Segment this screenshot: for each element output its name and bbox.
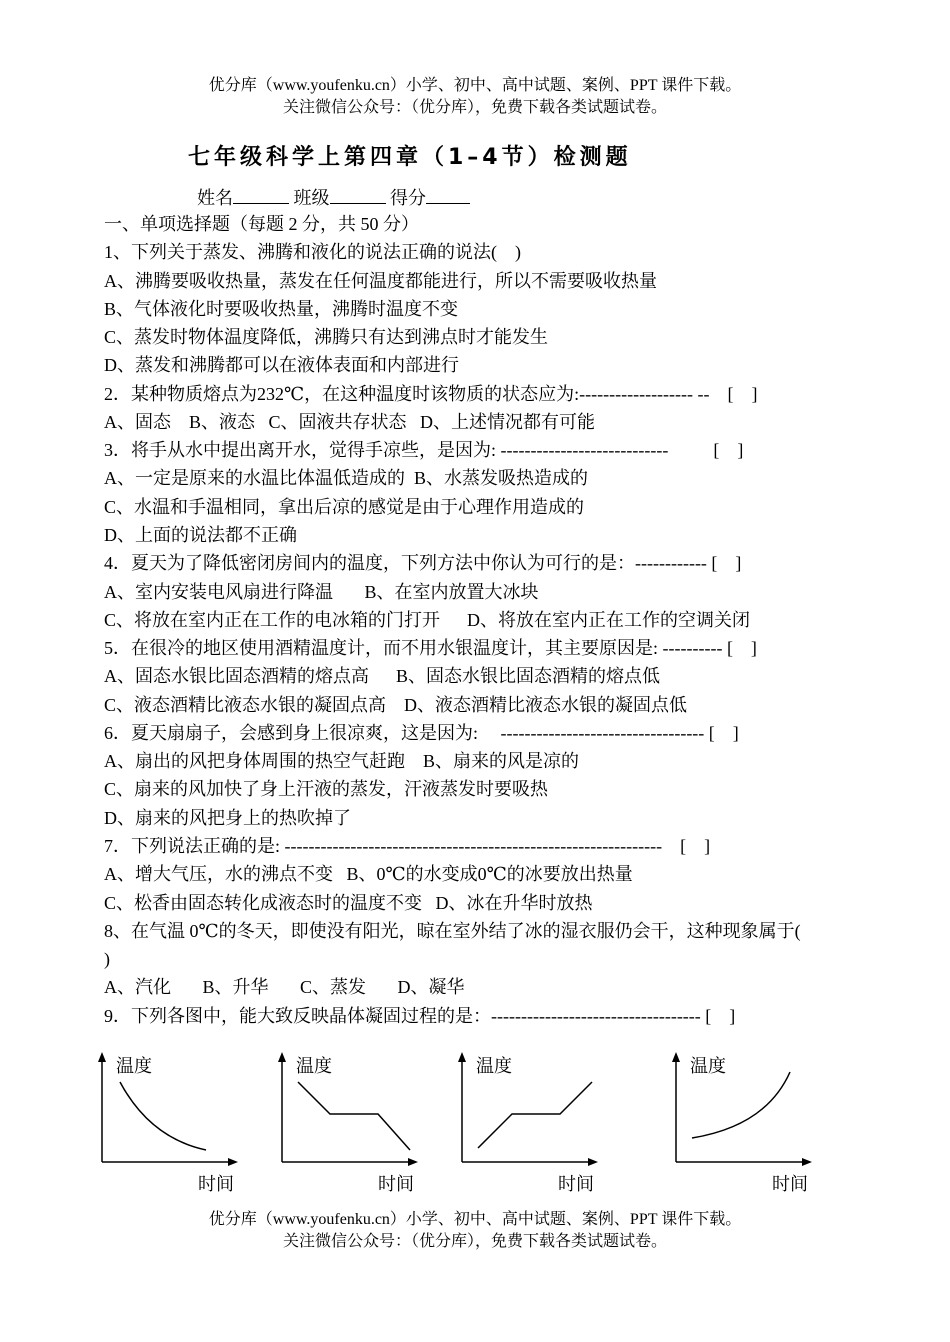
header-line-2: 关注微信公众号：（优分库），免费下载各类试题试卷。	[282, 99, 667, 116]
y-axis-arrow-icon	[672, 1052, 680, 1062]
temperature-curve	[692, 1072, 790, 1138]
y-axis-label: 温度	[476, 1056, 512, 1076]
x-axis-label: 时间	[378, 1174, 414, 1194]
question-line: 2．某种物质熔点为232℃，在这种温度时该物质的状态应为:------------------- -- [ ]	[104, 384, 758, 404]
y-axis-arrow-icon	[278, 1052, 286, 1062]
graph-d	[668, 1050, 828, 1198]
question-line: D、蒸发和沸腾都可以在液体表面和内部进行	[104, 355, 459, 375]
graph-a	[94, 1050, 254, 1198]
temperature-curve	[120, 1082, 206, 1150]
score-label: 得分	[390, 188, 426, 208]
x-axis-arrow-icon	[802, 1158, 812, 1166]
question-line: C、蒸发时物体温度降低，沸腾只有达到沸点时才能发生	[104, 327, 549, 347]
x-axis-arrow-icon	[228, 1158, 238, 1166]
score-blank[interactable]	[426, 187, 470, 204]
question-line: 8、在气温 0℃的冬天，即使没有阳光，晾在室外结了冰的湿衣服仍会干，这种现象属于(	[104, 921, 801, 941]
x-axis-label: 时间	[198, 1174, 234, 1194]
y-axis-arrow-icon	[98, 1052, 106, 1062]
x-axis-arrow-icon	[588, 1158, 598, 1166]
question-line: A、沸腾要吸收热量，蒸发在任何温度都能进行，所以不需要吸收热量	[104, 271, 657, 291]
header-line-1: 优分库（www.youfenku.cn）小学、初中、高中试题、案例、PPT 课件下载。	[208, 77, 742, 94]
temperature-curve	[298, 1082, 410, 1150]
name-blank[interactable]	[233, 187, 289, 204]
graph-b	[274, 1050, 434, 1198]
name-label: 姓名	[197, 188, 233, 208]
question-line: A、固态 B、液态 C、固液共存状态 D、上述情况都有可能	[104, 412, 596, 432]
question-line: 3．将手从水中提出离开水，觉得手凉些，是因为: ---------------------------- [ ]	[104, 440, 744, 460]
x-axis-label: 时间	[772, 1174, 808, 1194]
question-line: C、扇来的风加快了身上汗液的蒸发，汗液蒸发时要吸热	[104, 779, 549, 799]
question-line: A、一定是原来的水温比体温低造成的 B、水蒸发吸热造成的	[104, 468, 589, 488]
temperature-curve	[478, 1082, 592, 1148]
graph-c	[454, 1050, 614, 1198]
question-line: D、上面的说法都不正确	[104, 525, 297, 545]
question-line: )	[104, 949, 110, 969]
class-blank[interactable]	[330, 187, 386, 204]
page-title: 七年级科学上第四章（1–4节）检测题	[188, 145, 632, 170]
footer-line-2: 关注微信公众号：（优分库），免费下载各类试题试卷。	[282, 1233, 667, 1250]
y-axis-arrow-icon	[458, 1052, 466, 1062]
y-axis-label: 温度	[690, 1056, 726, 1076]
student-info	[197, 184, 470, 210]
question-line: C、水温和手温相同，拿出后凉的感觉是由于心理作用造成的	[104, 497, 585, 517]
question-line: A、固态水银比固态酒精的熔点高 B、固态水银比固态酒精的熔点低	[104, 666, 661, 686]
x-axis-label: 时间	[558, 1174, 594, 1194]
question-line: 6．夏天扇扇子，会感到身上很凉爽，这是因为: ---------------------------------- [ ]	[104, 723, 739, 743]
question-line: B、气体液化时要吸收热量，沸腾时温度不变	[104, 299, 459, 319]
question-line: C、松香由固态转化成液态时的温度不变 D、冰在升华时放热	[104, 893, 593, 913]
question-line: 1、下列关于蒸发、沸腾和液化的说法正确的说法( )	[104, 242, 521, 262]
question-line: 5．在很冷的地区使用酒精温度计，而不用水银温度计，其主要原因是: ---------- [ ]	[104, 638, 757, 658]
question-line: C、将放在室内正在工作的电冰箱的门打开 D、将放在室内正在工作的空调关闭	[104, 610, 751, 630]
question-line: D、扇来的风把身上的热吹掉了	[104, 808, 351, 828]
class-label: 班级	[293, 188, 330, 208]
y-axis-label: 温度	[296, 1056, 332, 1076]
question-line: 9．下列各图中，能大致反映晶体凝固过程的是：----------------------------------- [ ]	[104, 1006, 736, 1026]
section-heading: 一、单项选择题（每题 2 分，共 50 分）	[104, 214, 419, 234]
y-axis-label: 温度	[116, 1056, 152, 1076]
question-line: A、室内安装电风扇进行降温 B、在室内放置大冰块	[104, 582, 539, 602]
question-line: 4．夏天为了降低密闭房间内的温度，下列方法中你认为可行的是：------------ [ ]	[104, 553, 742, 573]
footer-line-1: 优分库（www.youfenku.cn）小学、初中、高中试题、案例、PPT 课件下载。	[208, 1211, 742, 1228]
question-line: A、扇出的风把身体周围的热空气赶跑 B、扇来的风是凉的	[104, 751, 580, 771]
question-line: C、液态酒精比液态水银的凝固点高 D、液态酒精比液态水银的凝固点低	[104, 695, 688, 715]
question-line: A、汽化 B、升华 C、蒸发 D、凝华	[104, 977, 465, 997]
x-axis-arrow-icon	[408, 1158, 418, 1166]
question-line: 7．下列说法正确的是: --------------------------------------------------------------- [ ]	[104, 836, 711, 856]
question-line: A、增大气压，水的沸点不变 B、0℃的水变成0℃的冰要放出热量	[104, 864, 633, 884]
